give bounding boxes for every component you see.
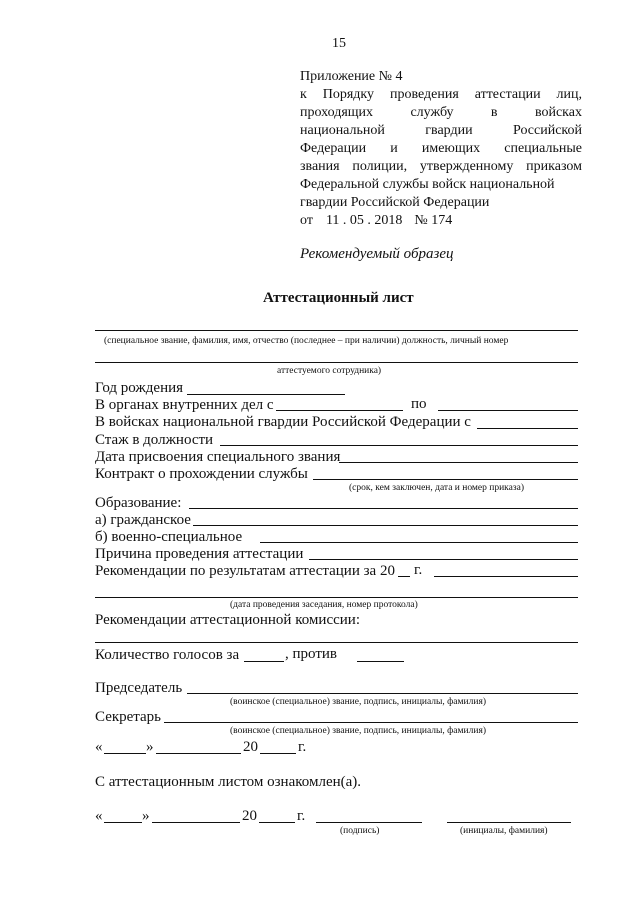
rank-date-row <box>95 448 340 466</box>
appendix-line-1 <box>300 86 582 104</box>
rank-date-label: Дата присвоения специального звания <box>95 449 341 465</box>
reason-label: Причина проведения аттестации <box>95 546 304 562</box>
internal-affairs-label: В органах внутренних дел с <box>95 397 274 413</box>
commission-field[interactable] <box>95 642 578 643</box>
person-hint-cont: аттестуемого сотрудника) <box>277 366 382 376</box>
reason-row <box>95 545 303 563</box>
date1-quote-close: » <box>146 739 154 755</box>
date2-quote-open: « <box>95 808 103 824</box>
recommendations-year-abbr: г. <box>414 562 423 578</box>
internal-affairs-from-field[interactable] <box>276 410 403 411</box>
reason-field[interactable] <box>309 559 578 560</box>
appendix-word: и <box>390 141 398 156</box>
appendix-line-6: Федеральной службы войск национальной <box>300 177 555 192</box>
education-military-field[interactable] <box>260 542 578 543</box>
meeting-hint: (дата проведения заседания, номер протокола) <box>230 600 418 610</box>
document-title: Аттестационный лист <box>263 290 414 306</box>
appendix-word: аттестации <box>474 87 541 102</box>
appendix-order-line: от 11 . 05 . 2018 № 174 <box>300 213 453 228</box>
appendix-word: Федерации <box>300 141 367 156</box>
appendix-word: лиц, <box>556 87 582 102</box>
date2-quote-close: » <box>142 808 150 824</box>
initials-field[interactable] <box>447 822 571 823</box>
internal-affairs-row <box>95 396 274 414</box>
votes-for-label: Количество голосов за <box>95 647 240 663</box>
appendix-word: Российской <box>513 123 582 138</box>
secretary-hint: (воинское (специальное) звание, подпись, инициалы, фамилия) <box>230 726 486 736</box>
appendix-word: к <box>300 87 307 102</box>
date2-day-field[interactable] <box>104 822 142 823</box>
appendix-word: гвардии <box>425 123 473 138</box>
chairman-hint: (воинское (специальное) звание, подпись, инициалы, фамилия) <box>230 697 486 707</box>
date1-year-field[interactable] <box>260 753 296 754</box>
birth-year-row <box>95 379 183 397</box>
person-hint: (специальное звание, фамилия, имя, отчество (последнее – при наличии) должность, личный номер <box>104 336 509 346</box>
appendix-word: проведения <box>389 87 459 102</box>
recommendations-row <box>95 562 395 580</box>
education-civil-field[interactable] <box>193 525 578 526</box>
votes-row <box>95 646 239 664</box>
date2-year-abbr: г. <box>297 808 306 824</box>
tenure-field[interactable] <box>220 445 578 446</box>
order-month: 05 <box>349 213 364 228</box>
appendix-word: Порядку <box>322 87 375 102</box>
recommendations-field[interactable] <box>434 576 578 577</box>
contract-label: Контракт о прохождении службы <box>95 466 308 482</box>
education-civil-label: а) гражданское <box>95 512 191 528</box>
appendix-word: войсках <box>534 105 582 120</box>
education-military-row <box>95 528 242 546</box>
birth-year-field[interactable] <box>187 394 345 395</box>
appendix-word: звания <box>300 159 340 174</box>
rank-date-field[interactable] <box>339 462 578 463</box>
acquainted-row <box>95 773 361 791</box>
order-prefix: от <box>300 213 313 228</box>
birth-year-label: Год рождения <box>95 380 184 396</box>
appendix-word: специальные <box>504 141 582 156</box>
education-field[interactable] <box>189 508 578 509</box>
votes-against-field[interactable] <box>357 661 404 662</box>
person-line-1[interactable] <box>95 330 578 331</box>
secretary-row <box>95 708 161 726</box>
national-guard-label: В войсках национальной гвардии Российской Федерации с <box>95 414 471 430</box>
date1-century: 20 <box>243 739 258 755</box>
recommended-sample: Рекомендуемый образец <box>300 246 454 262</box>
order-number-sign: № <box>414 213 428 228</box>
appendix-line-3 <box>300 122 582 140</box>
date2-year-field[interactable] <box>259 822 295 823</box>
national-guard-row <box>95 413 471 431</box>
tenure-label: Стаж в должности <box>95 432 214 448</box>
appendix-line-2 <box>300 104 582 122</box>
order-year: 2018 <box>374 213 403 228</box>
national-guard-field[interactable] <box>477 428 578 429</box>
appendix-word: в <box>490 105 498 120</box>
appendix-title: Приложение № 4 <box>300 69 403 84</box>
order-day: 11 <box>325 213 340 228</box>
appendix-line-5 <box>300 158 582 176</box>
appendix-word: национальной <box>300 123 385 138</box>
order-number: 174 <box>431 213 453 228</box>
meeting-field[interactable] <box>95 597 578 598</box>
date1-quote-open: « <box>95 739 103 755</box>
date2-century: 20 <box>242 808 257 824</box>
person-line-2[interactable] <box>95 362 578 363</box>
page-number: 15 <box>332 36 346 51</box>
votes-against-label: , против <box>285 646 337 662</box>
appendix-word: имеющих <box>421 141 481 156</box>
contract-hint: (срок, кем заключен, дата и номер приказа) <box>349 483 524 493</box>
signature-field[interactable] <box>316 822 422 823</box>
education-military-label: б) военно-специальное <box>95 529 243 545</box>
recommendations-year-field[interactable] <box>398 576 410 577</box>
appendix-word: утвержденному <box>419 159 514 174</box>
contract-row <box>95 465 308 483</box>
secretary-field[interactable] <box>164 722 578 723</box>
contract-field[interactable] <box>313 479 578 480</box>
commission-row <box>95 611 360 629</box>
commission-label: Рекомендации аттестационной комиссии: <box>95 612 360 628</box>
date1-day-field[interactable] <box>104 753 146 754</box>
internal-affairs-to-field[interactable] <box>438 410 578 411</box>
date2-month-field[interactable] <box>152 822 240 823</box>
appendix-line-7: гвардии Российской Федерации <box>300 195 490 210</box>
education-row <box>95 494 181 512</box>
acquainted-text: С аттестационным листом ознакомлен(а). <box>95 774 362 790</box>
votes-for-field[interactable] <box>244 661 284 662</box>
appendix-word: проходящих <box>300 105 374 120</box>
education-civil-row <box>95 511 191 529</box>
internal-affairs-to-label: по <box>411 396 427 412</box>
appendix-block <box>300 68 582 230</box>
chairman-row <box>95 679 182 697</box>
appendix-line-4 <box>300 140 582 158</box>
date1-year-abbr: г. <box>298 739 307 755</box>
tenure-row <box>95 431 213 449</box>
secretary-label: Секретарь <box>95 709 162 725</box>
chairman-field[interactable] <box>187 693 578 694</box>
date1-month-field[interactable] <box>156 753 241 754</box>
recommendations-label: Рекомендации по результатам аттестации за 20 <box>95 563 395 579</box>
signature-label: (подпись) <box>340 826 380 836</box>
chairman-label: Председатель <box>95 680 183 696</box>
education-label: Образование: <box>95 495 182 511</box>
appendix-word: приказом <box>526 159 582 174</box>
initials-label: (инициалы, фамилия) <box>460 826 548 836</box>
appendix-word: полиции, <box>352 159 408 174</box>
appendix-word: службу <box>410 105 454 120</box>
